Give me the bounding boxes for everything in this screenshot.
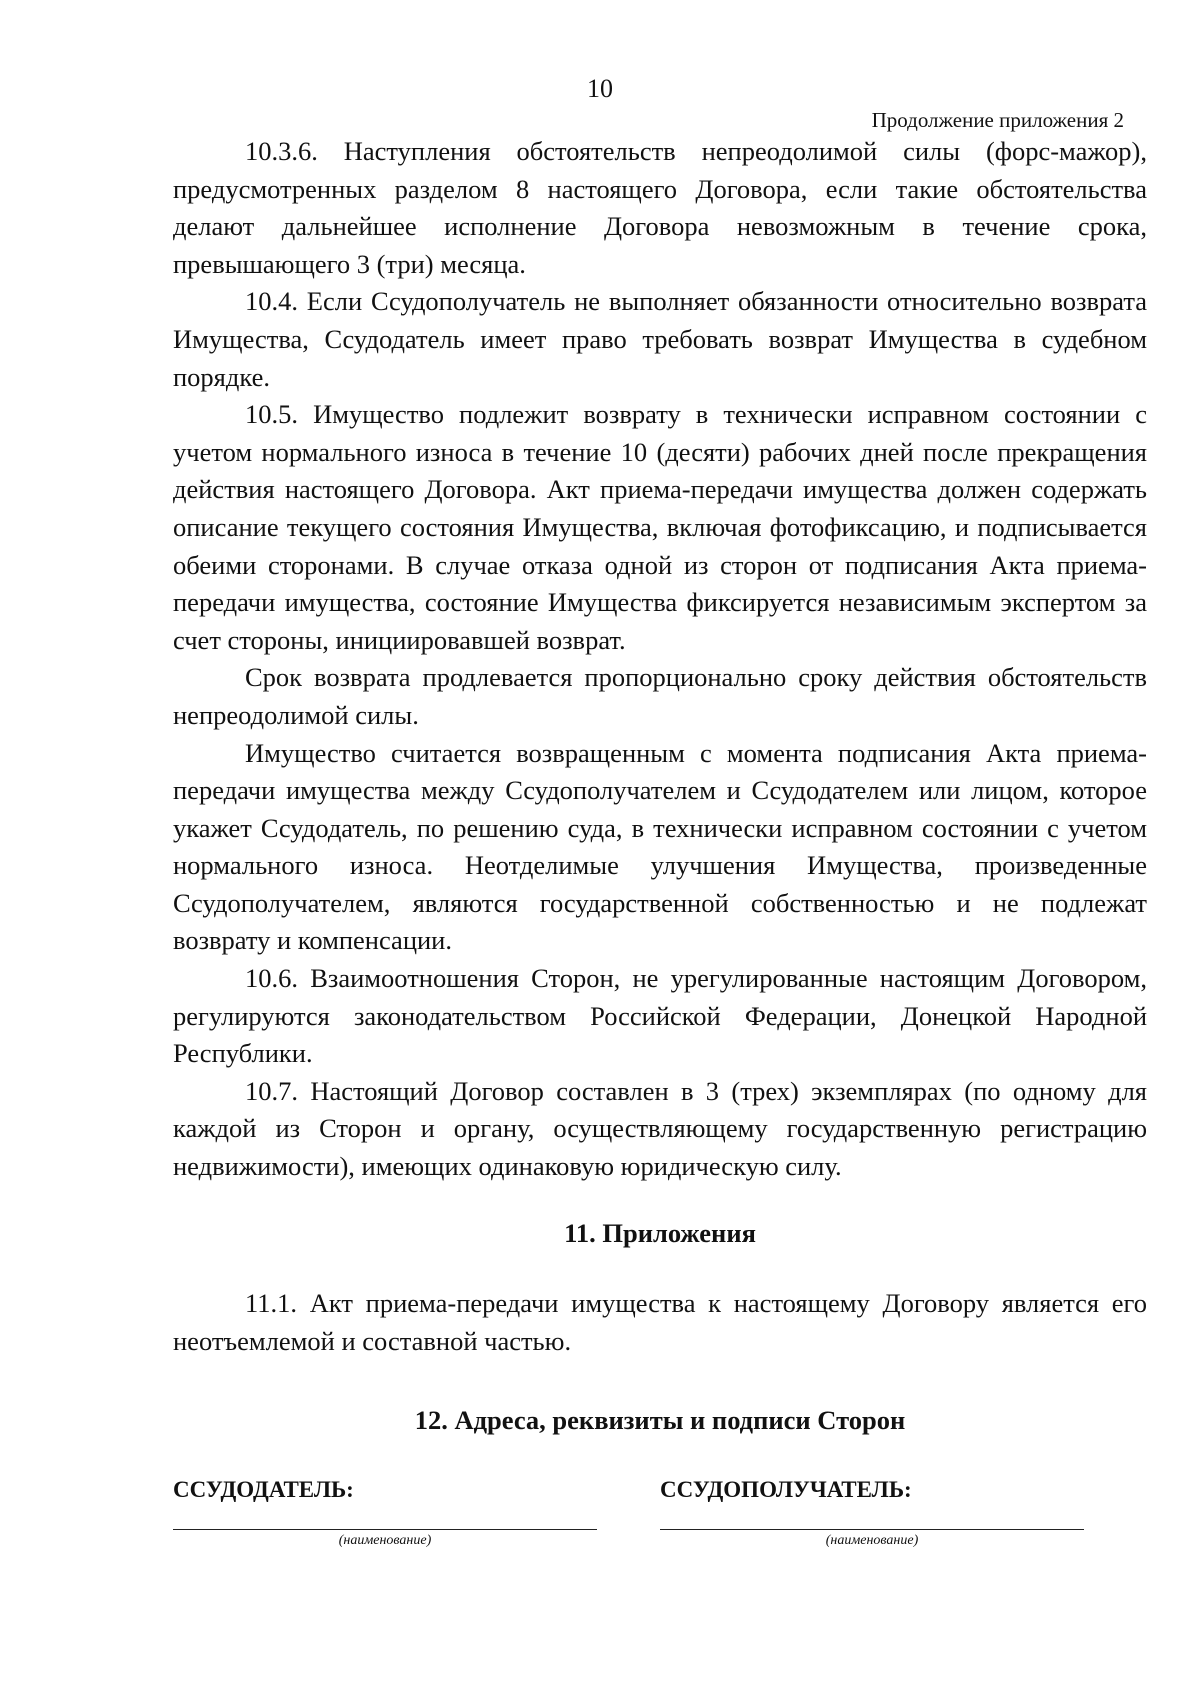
lender-signature-block bbox=[173, 1475, 597, 1550]
lender-name-line bbox=[173, 1529, 597, 1530]
page-number: 10 bbox=[587, 74, 613, 103]
clause-10-5-return-moment: Имущество считается возвращенным с момента подписания Акта приема-передачи имущества между Ссудополучателем и Ссудодателем или лицом, которое укажет Ссудодатель, по решению суда, в технически исправном состоянии с учетом нормального износа. Неотделимые улучшения Имущества, произведенные Ссудополучателем, являются государственной собственностью и не подлежат возврату и компенсации. bbox=[173, 737, 1147, 956]
lender-name-caption: (наименование) bbox=[338, 1533, 432, 1548]
clause-10-7: 10.7. Настоящий Договор составлен в 3 (трех) экземплярах (по одному для каждой из Сторон и органу, осуществляющему государственную регистрацию недвижимости), имеющих одинаковую юридическую силу. bbox=[173, 1075, 1147, 1182]
document-body bbox=[173, 133, 1147, 1440]
section-12-heading: 12. Адреса, реквизиты и подписи Сторон bbox=[414, 1405, 906, 1436]
clause-11-1: 11.1. Акт приема-передачи имущества к настоящему Договору является его неотъемлемой и составной частью. bbox=[173, 1288, 1147, 1356]
clause-10-4: 10.4. Если Ссудополучатель не выполняет обязанности относительно возврата Имущества, Ссудодатель имеет право требовать возврат Имущества в судебном порядке. bbox=[173, 286, 1147, 392]
borrower-label: ССУДОПОЛУЧАТЕЛЬ: bbox=[660, 1477, 912, 1502]
appendix-continuation-note: Продолжение приложения 2 bbox=[871, 108, 1124, 132]
section-11-heading: 11. Приложения bbox=[564, 1217, 756, 1248]
lender-label: ССУДОДАТЕЛЬ: bbox=[173, 1477, 354, 1502]
borrower-name-caption: (наименование) bbox=[825, 1533, 919, 1548]
borrower-signature-block bbox=[660, 1475, 1084, 1550]
clause-10-5: 10.5. Имущество подлежит возврату в технически исправном состоянии с учетом нормального износа в течение 10 (десяти) рабочих дней после прекращения действия настоящего Договора. Акт приема-передачи имущества должен содержать описание текущего состояния Имущества, включая фотофиксацию, и подписывается обеими сторонами. В случае отказа одной из сторон от подписания Акта приема-передачи имущества, состояние Имущества фиксируется независимым экспертом за счет стороны, инициировавшей возврат. bbox=[173, 399, 1147, 655]
clause-10-5-return-term: Срок возврата продлевается пропорционально сроку действия обстоятельств непреодолимой силы. bbox=[173, 662, 1147, 730]
clause-10-3-6: 10.3.6. Наступления обстоятельств непреодолимой силы (форс-мажор), предусмотренных разделом 8 настоящего Договора, если такие обстоятельства делают дальнейшее исполнение Договора невозможным в течение срока, превышающего 3 (три) месяца. bbox=[173, 136, 1147, 279]
clause-10-6: 10.6. Взаимоотношения Сторон, не урегулированные настоящим Договором, регулируются законодательством Российской Федерации, Донецкой Народной Республики. bbox=[173, 963, 1147, 1069]
borrower-name-line bbox=[660, 1529, 1084, 1530]
